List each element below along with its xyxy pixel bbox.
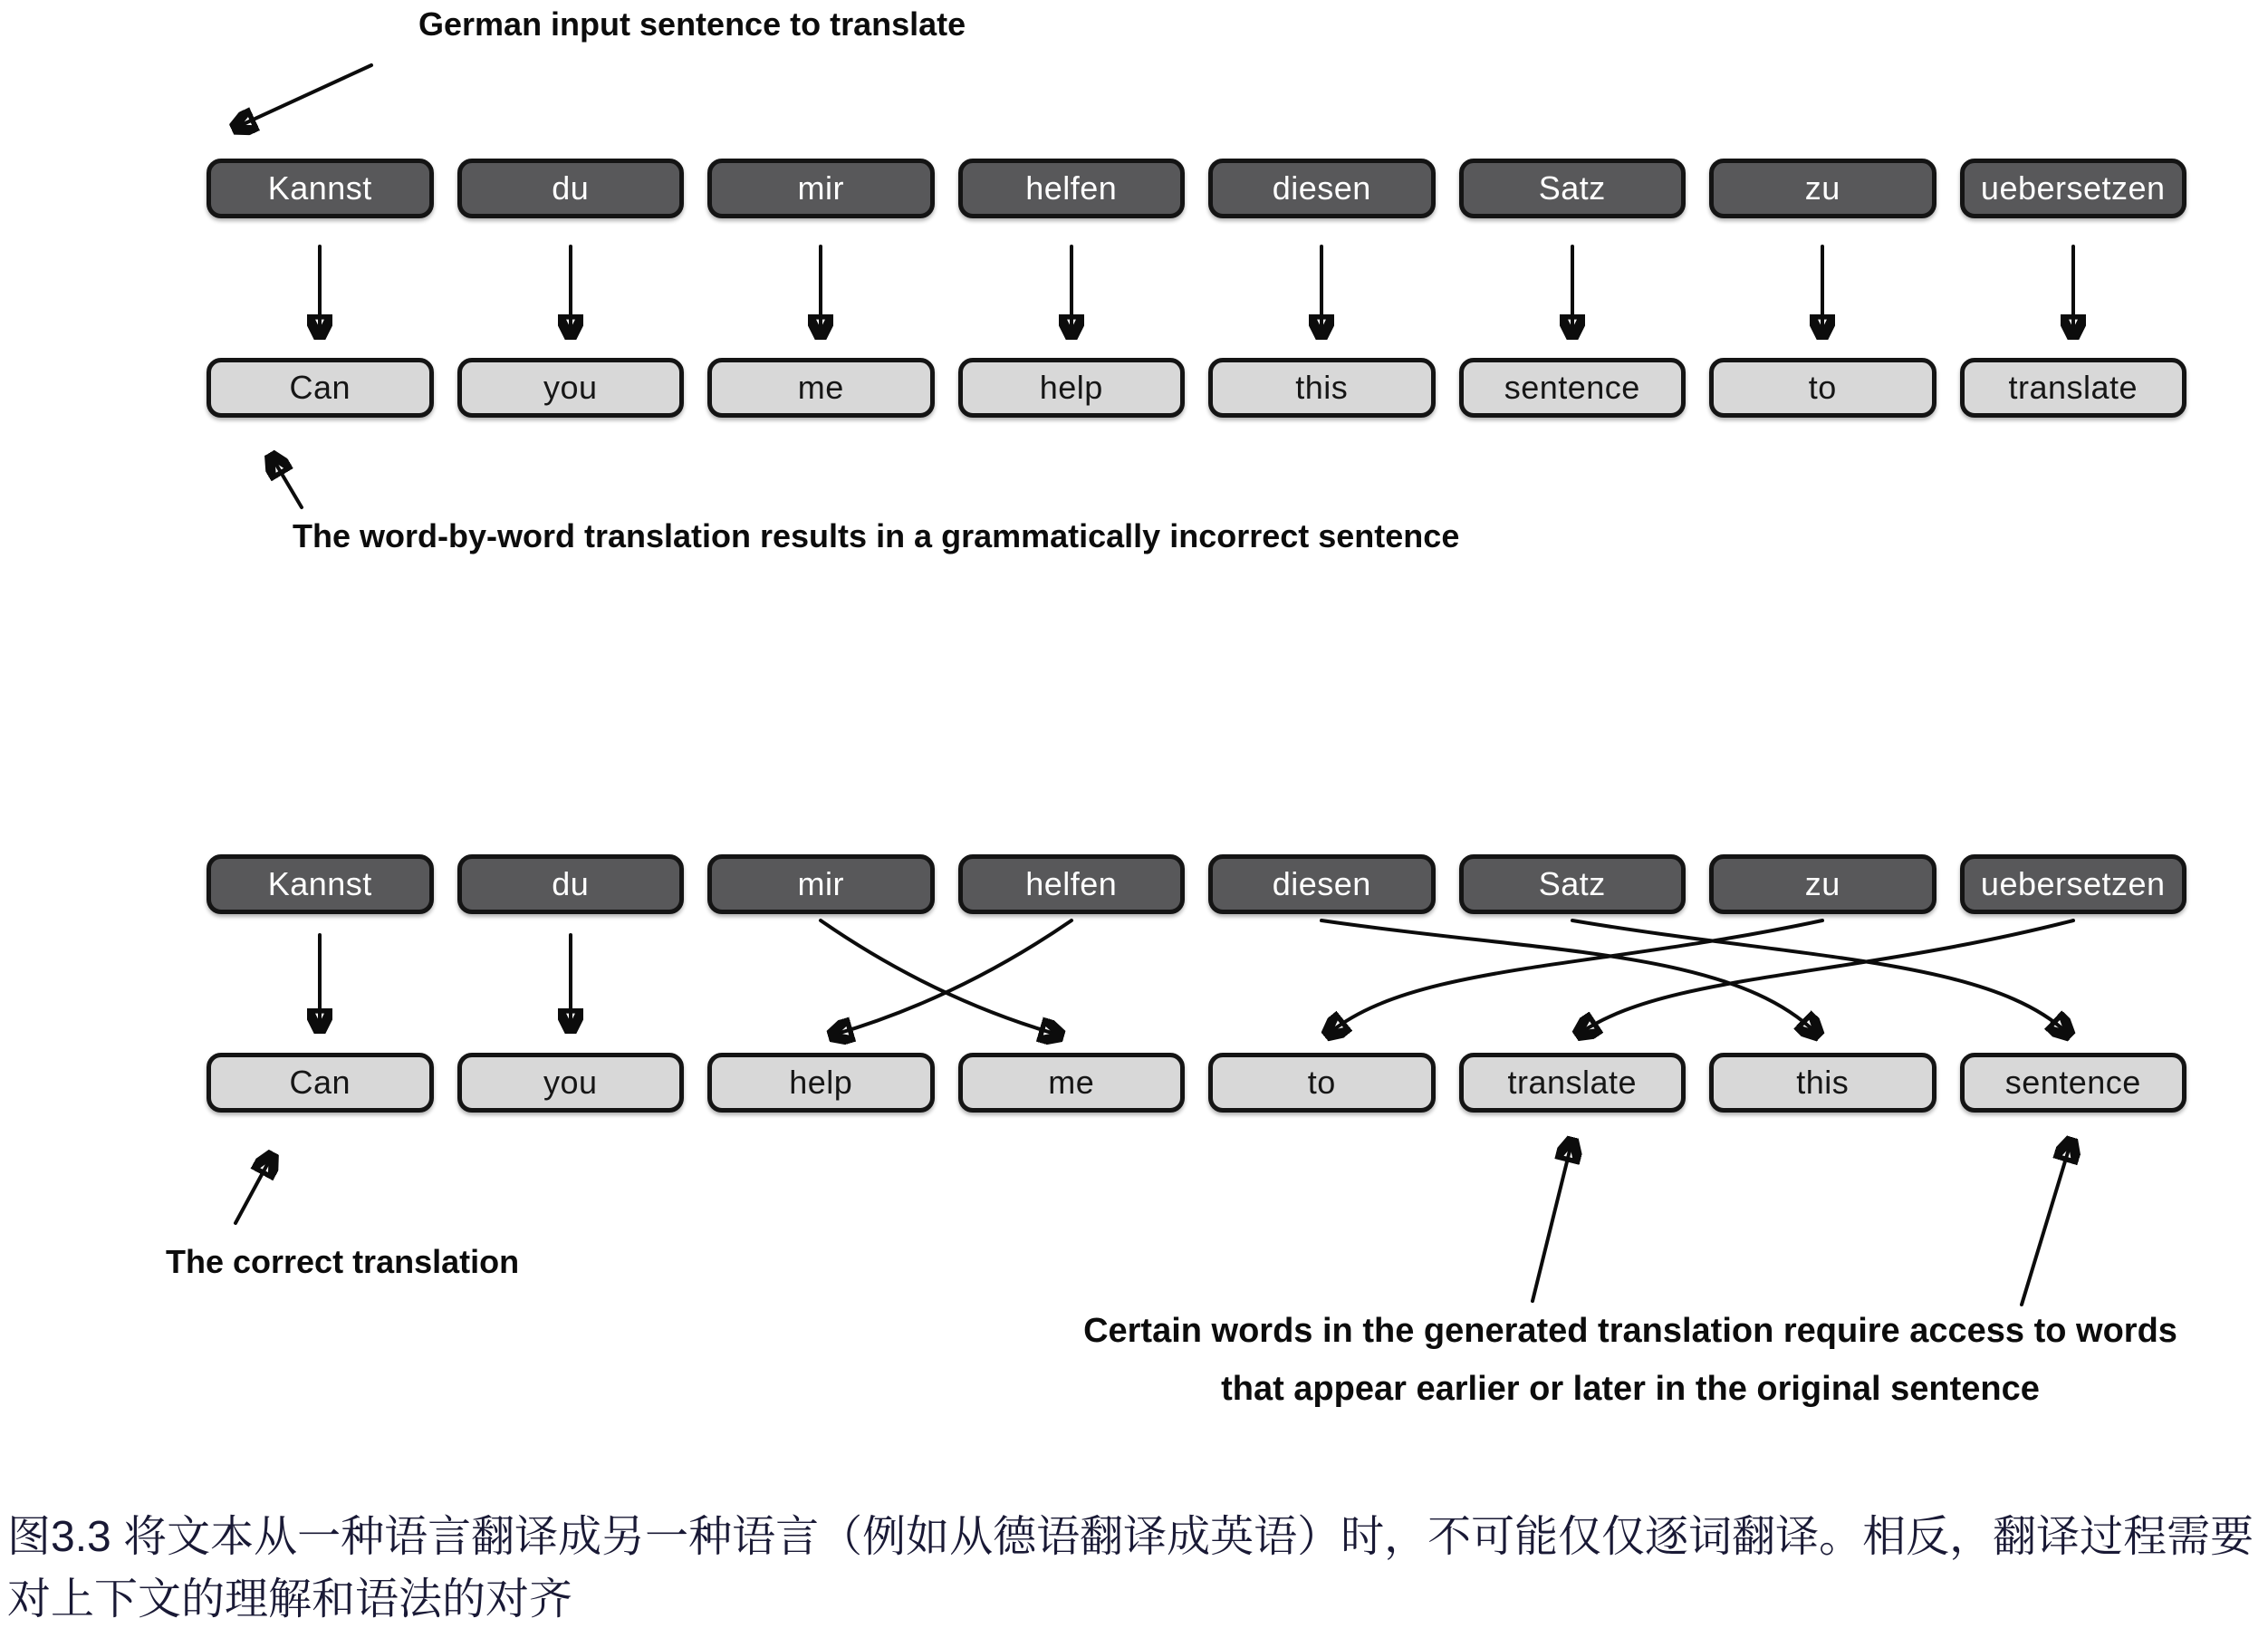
german-word-box: helfen — [958, 159, 1186, 218]
annotation-context-access — [1001, 1303, 2260, 1419]
german-word-box: Kannst — [207, 159, 434, 218]
context-pointer-arrow-sentence — [2022, 1143, 2071, 1305]
english-word-box: you — [457, 358, 685, 418]
german-word-box: diesen — [1208, 159, 1436, 218]
annotation-word-by-word-result: The word-by-word translation results in a grammatically incorrect sentence — [293, 517, 1460, 554]
word-by-word-english-row — [207, 358, 2186, 418]
align-helfen-help — [834, 920, 1072, 1035]
correct-english-row — [207, 1053, 2186, 1113]
context-pointer-arrow-translate — [1533, 1143, 1571, 1301]
german-word-box: du — [457, 854, 685, 914]
align-satz-sentence — [1572, 920, 2067, 1033]
german-word-box: mir — [707, 854, 935, 914]
annotation-context-line2: that appear earlier or later in the original sentence — [1221, 1369, 2040, 1408]
german-word-box: zu — [1709, 159, 1936, 218]
english-word-box: me — [958, 1053, 1186, 1113]
german-word-box: Kannst — [207, 854, 434, 914]
english-word-box: this — [1208, 358, 1436, 418]
word-by-word-pointer-arrow — [273, 458, 302, 507]
english-word-box: me — [707, 358, 935, 418]
align-zu-to — [1330, 920, 1822, 1033]
german-input-pointer-arrow — [237, 65, 371, 127]
german-word-box: Satz — [1459, 159, 1687, 218]
english-word-box: help — [707, 1053, 935, 1113]
english-word-box: Can — [207, 1053, 434, 1113]
align-diesen-this — [1321, 920, 1816, 1033]
german-row-top — [207, 159, 2186, 218]
annotation-context-line1: Certain words in the generated translation require access to words — [1083, 1312, 2177, 1350]
german-word-box: helfen — [958, 854, 1186, 914]
english-word-box: to — [1709, 358, 1936, 418]
english-word-box: translate — [1459, 1053, 1687, 1113]
german-word-box: mir — [707, 159, 935, 218]
english-word-box: translate — [1960, 358, 2187, 418]
english-word-box: this — [1709, 1053, 1936, 1113]
german-word-box: zu — [1709, 854, 1936, 914]
german-word-box: du — [457, 159, 685, 218]
figure-caption: 图3.3 将文本从一种语言翻译成另一种语言（例如从德语翻译成英语）时，不可能仅仅逐词翻译。相反，翻译过程需要对上下文的理解和语法的对齐 — [7, 1513, 2254, 1624]
german-word-box: diesen — [1208, 854, 1436, 914]
english-word-box: Can — [207, 358, 434, 418]
english-word-box: you — [457, 1053, 685, 1113]
english-word-box: to — [1208, 1053, 1436, 1113]
annotation-correct-translation: The correct translation — [166, 1243, 520, 1280]
align-mir-me — [821, 920, 1058, 1035]
correct-translation-pointer-arrow — [235, 1158, 271, 1223]
english-word-box: sentence — [1960, 1053, 2187, 1113]
annotation-german-input: German input sentence to translate — [418, 5, 966, 43]
german-word-box: Satz — [1459, 854, 1687, 914]
german-word-box: uebersetzen — [1960, 159, 2187, 218]
align-uebersetzen-translate — [1581, 920, 2073, 1033]
english-word-box: sentence — [1459, 358, 1687, 418]
english-word-box: help — [958, 358, 1186, 418]
german-row-bottom — [207, 854, 2186, 914]
german-word-box: uebersetzen — [1960, 854, 2187, 914]
